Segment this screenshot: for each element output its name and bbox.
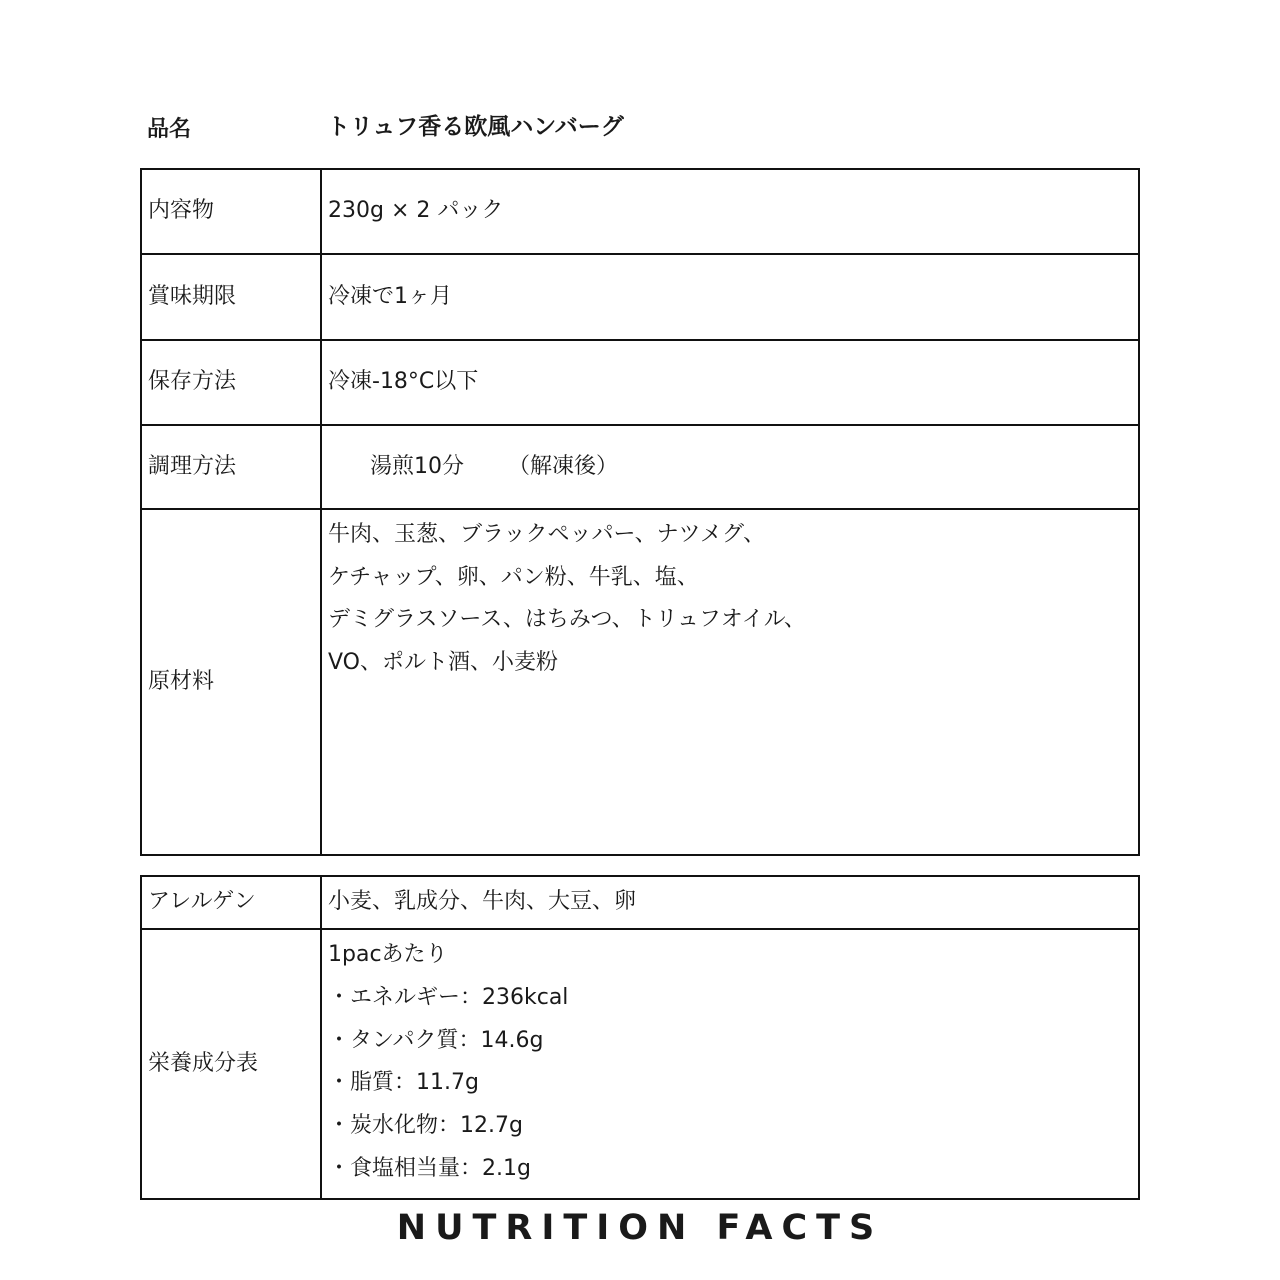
nutrition-line: ・食塩相当量：2.1g [328, 1155, 531, 1181]
ingredients-label: 原材料 [141, 509, 321, 855]
table-row [141, 876, 1139, 929]
nutrition-line: ・脂質：11.7g [328, 1070, 479, 1096]
nutrition-line: ・炭水化物：12.7g [328, 1113, 523, 1139]
nutrition-line: 1pacあたり [328, 942, 448, 967]
nutrition-line: ・エネルギー：236kcal [328, 984, 569, 1010]
cooking-value [321, 425, 1139, 509]
table-row [141, 929, 1139, 1199]
ingredient-line: ケチャップ、卵、パン粉、牛乳、塩、 [328, 564, 699, 590]
product-name-row [147, 108, 1137, 144]
table-row [141, 340, 1139, 425]
cooking-time: 湯煎10分 [370, 453, 464, 479]
product-name-label: 品名 [147, 117, 192, 142]
cooking-label: 調理方法 [141, 425, 321, 509]
table-row [141, 509, 1139, 855]
allergen-value: 小麦、乳成分、牛肉、大豆、卵 [321, 876, 1139, 929]
ingredients-value [321, 509, 1139, 855]
contents-value: 230g × 2 パック [321, 169, 1139, 254]
nutrition-label: 栄養成分表 [141, 929, 321, 1199]
allergen-nutrition-table [140, 875, 1140, 1200]
table-row [141, 169, 1139, 254]
product-name-value: トリュフ香る欧風ハンバーグ [327, 114, 624, 140]
ingredient-line: VO、ポルト酒、小麦粉 [328, 649, 558, 675]
footer-title: NUTRITION FACTS [396, 1208, 884, 1248]
ingredient-line: デミグラスソース、はちみつ、トリュフオイル、 [328, 607, 806, 633]
table-row [141, 425, 1139, 509]
best-before-value: 冷凍で1ヶ月 [321, 254, 1139, 340]
nutrition-line: ・タンパク質：14.6g [328, 1027, 544, 1053]
table-row [141, 254, 1139, 340]
storage-value: 冷凍-18°C以下 [321, 340, 1139, 425]
contents-label: 内容物 [141, 169, 321, 254]
best-before-label: 賞味期限 [141, 254, 321, 340]
cooking-note: （解凍後） [508, 453, 619, 479]
nutrition-value [321, 929, 1139, 1199]
ingredient-line: 牛肉、玉葱、ブラックペッパー、ナツメグ、 [328, 522, 766, 547]
allergen-label: アレルゲン [141, 876, 321, 929]
storage-label: 保存方法 [141, 340, 321, 425]
product-spec-table [140, 168, 1140, 856]
